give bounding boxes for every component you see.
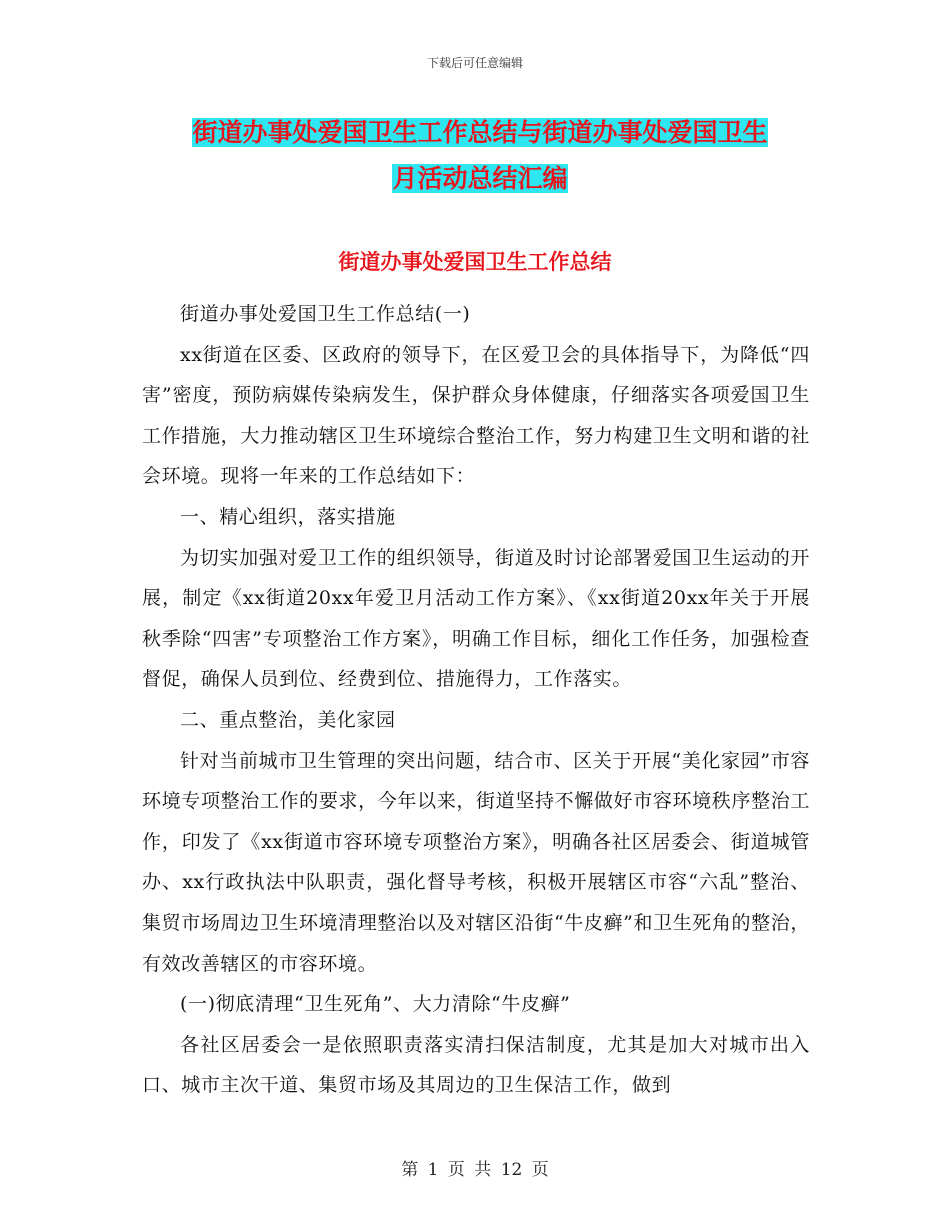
paragraph-organize: 为切实加强对爱卫工作的组织领导，街道及时讨论部署爱国卫生运动的开展，制定《xx街道20xx年爱卫月活动工作方案》、《xx街道20xx年关于开展秋季除“四害”专项整治工作方案》，明确工作目标，细化工作任务，加强检查督促，确保人员到位、经费到位、措施得力，工作落实。 <box>142 546 810 691</box>
document-title-line-2: 月活动总结汇编 <box>392 164 568 193</box>
heading-rectify: 二、重点整治，美化家园 <box>180 708 396 731</box>
page-footer: 第 1 页 共 12 页 <box>401 1160 549 1180</box>
paragraph-subtitle: 街道办事处爱国卫生工作总结(一) <box>180 303 471 325</box>
subheading-clean: (一)彻底清理“卫生死角”、大力清除“牛皮癣” <box>180 993 571 1016</box>
document-title-line-1: 街道办事处爱国卫生工作总结与街道办事处爱国卫生 <box>192 118 768 147</box>
paragraph-clean: 各社区居委会一是依照职责落实清扫保洁制度，尤其是加大对城市出入口、城市主次干道、集贸市场及其周边的卫生保洁工作，做到 <box>142 1033 810 1097</box>
header-note: 下载后可任意编辑 <box>426 56 523 70</box>
paragraph-intro: xx街道在区委、区政府的领导下，在区爱卫会的具体指导下，为降低“四害”密度，预防病媒传染病发生，保护群众身体健康，仔细落实各项爱国卫生工作措施，大力推动辖区卫生环境综合整治工作，努力构建卫生文明和谐的社会环境。现将一年来的工作总结如下： <box>142 343 810 488</box>
heading-organize: 一、精心组织，落实措施 <box>180 505 396 528</box>
document-title <box>140 110 820 202</box>
document-body <box>142 294 810 1106</box>
paragraph-rectify: 针对当前城市卫生管理的突出问题，结合市、区关于开展“美化家园”市容环境专项整治工作的要求，今年以来，街道坚持不懈做好市容环境秩序整治工作，印发了《xx街道市容环境专项整治方案》，明确各社区居委会、街道城管办、xx行政执法中队职责，强化督导考核，积极开展辖区市容“六乱”整治、集贸市场周边卫生环境清理整治以及对辖区沿街“牛皮癣”和卫生死角的整治，有效改善辖区的市容环境。 <box>142 749 810 975</box>
section-title: 街道办事处爱国卫生工作总结 <box>338 250 612 274</box>
